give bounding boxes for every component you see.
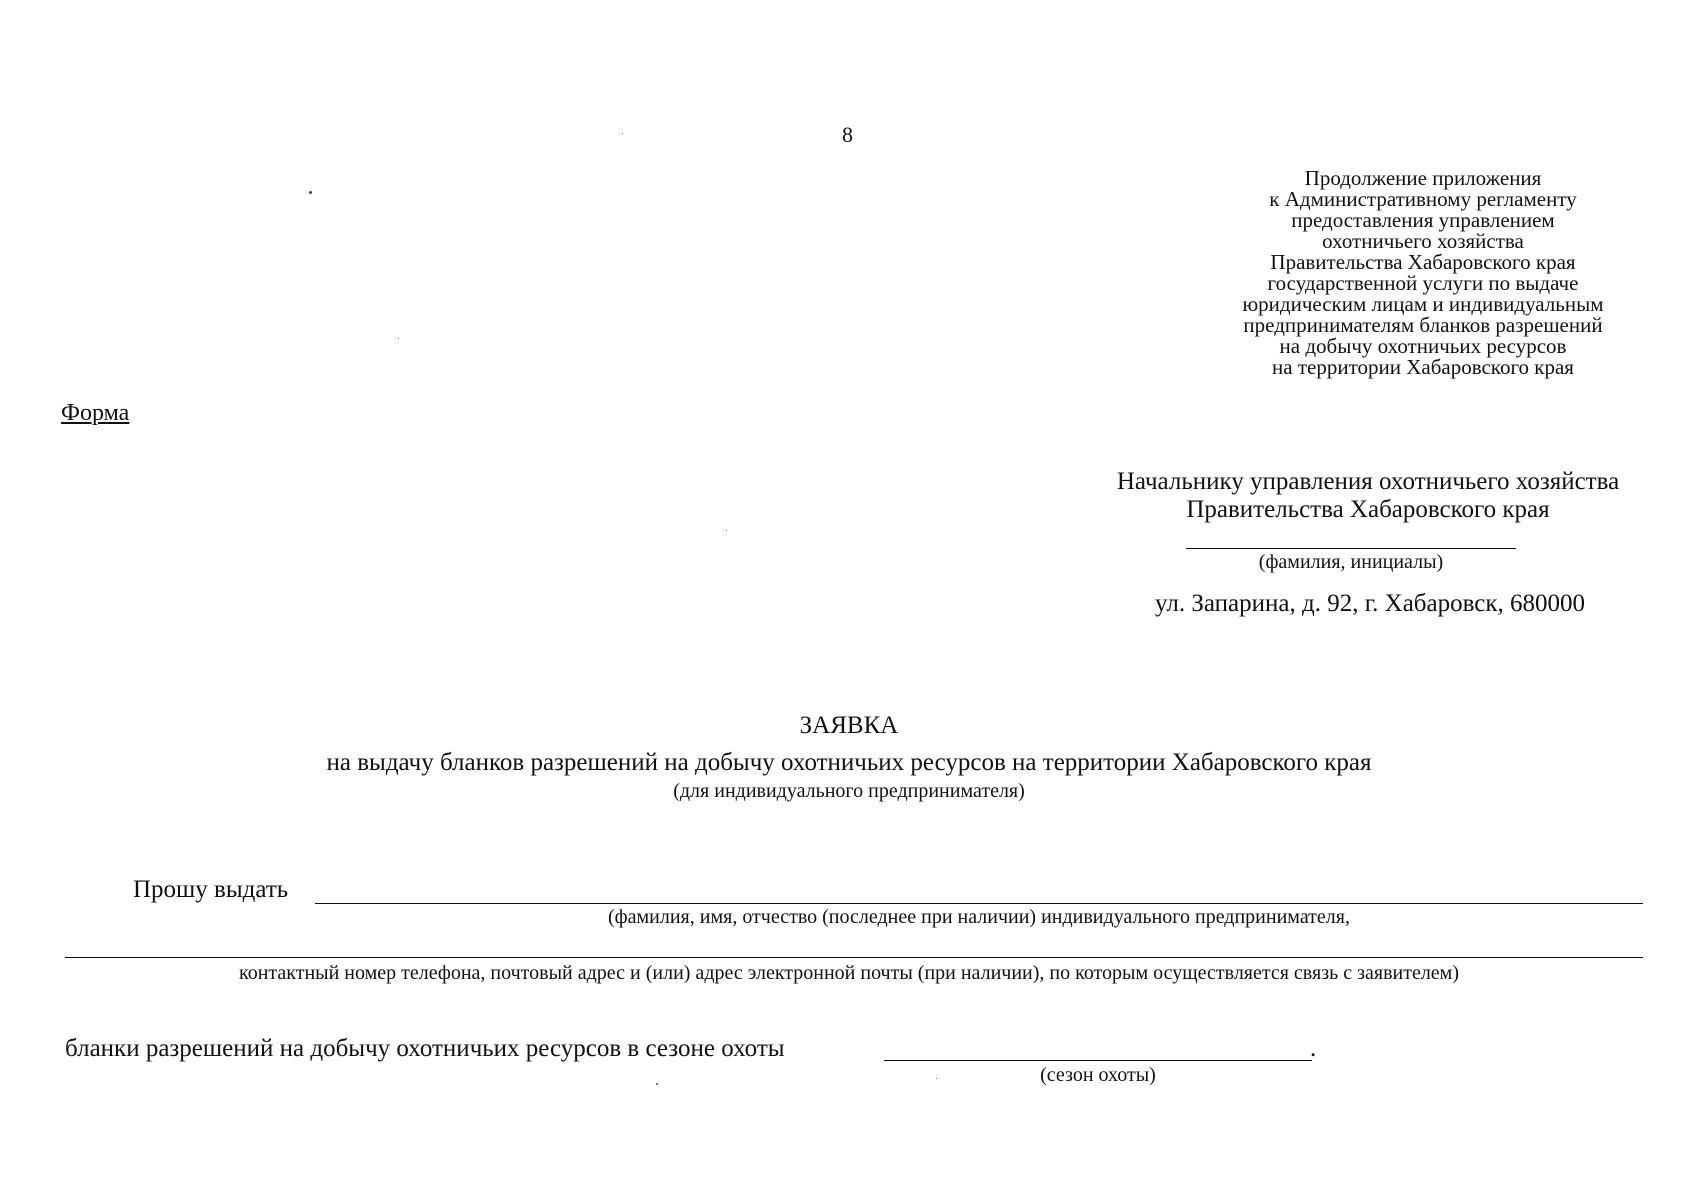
page-number: 8 — [842, 122, 853, 147]
appendix-line: предпринимателям бланков разрешений — [1243, 313, 1603, 337]
contact-field-line[interactable] — [65, 957, 1643, 958]
recipient-line-2: Правительства Хабаровского края — [1186, 496, 1550, 523]
season-label: бланки разрешений на добычу охотничьих ресурсов в сезоне охоты — [65, 1035, 785, 1062]
appendix-line: к Административному регламенту — [1269, 187, 1577, 211]
appendix-line: Правительства Хабаровского края — [1270, 250, 1576, 274]
applicant-name-hint: (фамилия, имя, отчество (последнее при наличии) индивидуального предпринимателя, — [608, 906, 1350, 928]
applicant-name-field-line[interactable] — [315, 903, 1643, 904]
appendix-line: на добычу охотничьих ресурсов — [1279, 334, 1567, 358]
recipient-block — [1048, 468, 1688, 524]
document-note: (для индивидуального предпринимателя) — [673, 780, 1025, 802]
appendix-line: на территории Хабаровского края — [1272, 355, 1574, 379]
season-period: . — [1310, 1035, 1317, 1062]
season-field-line[interactable] — [884, 1060, 1312, 1061]
recipient-line-1: Начальнику управления охотничьего хозяйства — [1116, 468, 1620, 495]
appendix-line: юридическим лицам и индивидуальным — [1242, 292, 1604, 316]
appendix-line: государственной услуги по выдаче — [1267, 271, 1579, 295]
appendix-line: предоставления управлением — [1291, 208, 1555, 232]
signature-hint: (фамилия, инициалы) — [1258, 551, 1444, 573]
document-title: ЗАЯВКА — [799, 712, 899, 739]
recipient-address: ул. Запарина, д. 92, г. Хабаровск, 680000 — [1154, 590, 1586, 617]
document-subtitle: на выдачу бланков разрешений на добычу охотничьих ресурсов на территории Хабаровского края — [326, 749, 1372, 776]
signature-field-line[interactable] — [1186, 548, 1516, 549]
scan-speck — [726, 530, 727, 531]
scan-speck — [622, 133, 623, 134]
appendix-line: охотничьего хозяйства — [1322, 229, 1524, 253]
appendix-header — [1198, 168, 1648, 378]
appendix-line: Продолжение приложения — [1304, 166, 1542, 190]
scan-speck — [656, 1083, 658, 1085]
form-label: Форма — [61, 400, 130, 426]
scan-speck — [936, 1078, 937, 1079]
season-hint: (сезон охоты) — [1040, 1064, 1156, 1086]
scan-speck — [309, 191, 312, 194]
contact-hint: контактный номер телефона, почтовый адрес и (или) адрес электронной почты (при наличии), по которым осуществляется связь с заявителем) — [239, 962, 1459, 984]
request-label: Прошу выдать — [133, 876, 289, 903]
scan-speck — [398, 338, 399, 339]
